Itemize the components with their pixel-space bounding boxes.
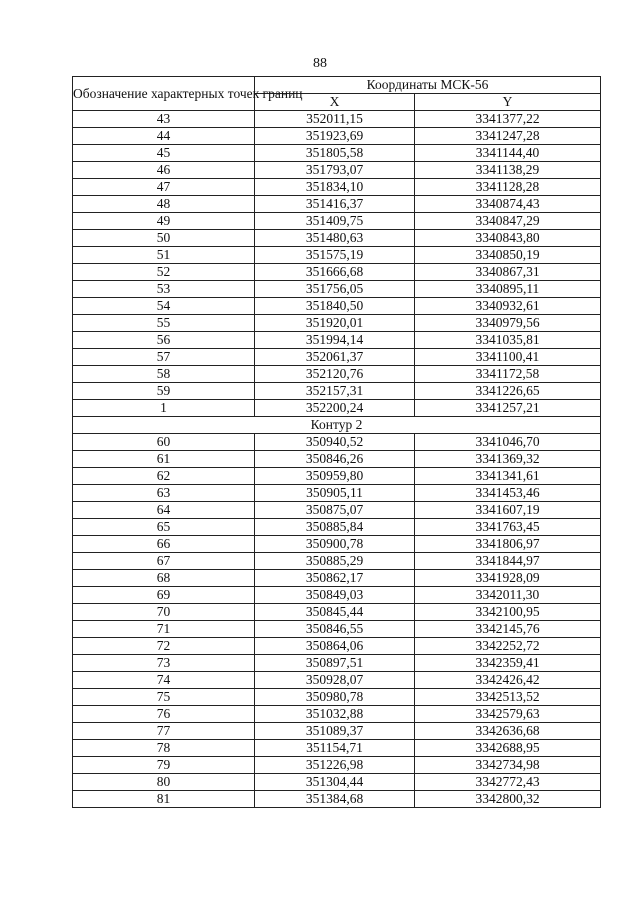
table-row <box>73 621 601 638</box>
x-coordinate-cell: 351920,01 <box>255 315 415 332</box>
y-coordinate-cell: 3340895,11 <box>415 281 601 298</box>
point-number-cell: 66 <box>73 536 255 553</box>
point-number-cell: 49 <box>73 213 255 230</box>
x-coordinate-cell: 350862,17 <box>255 570 415 587</box>
point-number-cell: 65 <box>73 519 255 536</box>
table-row <box>73 281 601 298</box>
point-number-cell: 79 <box>73 757 255 774</box>
table-row <box>73 570 601 587</box>
y-coordinate-cell: 3341763,45 <box>415 519 601 536</box>
contour-label-row <box>73 417 601 434</box>
table-row <box>73 519 601 536</box>
x-coordinate-cell: 350845,44 <box>255 604 415 621</box>
point-number-cell: 70 <box>73 604 255 621</box>
point-number-cell: 78 <box>73 740 255 757</box>
y-coordinate-cell: 3341257,21 <box>415 400 601 417</box>
point-number-cell: 54 <box>73 298 255 315</box>
table-row <box>73 196 601 213</box>
table-row <box>73 264 601 281</box>
table-row <box>73 434 601 451</box>
y-coordinate-cell: 3341247,28 <box>415 128 601 145</box>
x-coordinate-cell: 352011,15 <box>255 111 415 128</box>
point-number-cell: 52 <box>73 264 255 281</box>
x-coordinate-cell: 350980,78 <box>255 689 415 706</box>
y-coordinate-cell: 3341607,19 <box>415 502 601 519</box>
point-number-cell: 50 <box>73 230 255 247</box>
table-row <box>73 672 601 689</box>
point-number-cell: 76 <box>73 706 255 723</box>
table-row <box>73 536 601 553</box>
point-number-cell: 46 <box>73 162 255 179</box>
y-coordinate-cell: 3342011,30 <box>415 587 601 604</box>
point-designation-header: Обозначение характерных точек границ <box>73 77 255 111</box>
x-coordinate-cell: 351154,71 <box>255 740 415 757</box>
point-number-cell: 53 <box>73 281 255 298</box>
y-coordinate-cell: 3341128,28 <box>415 179 601 196</box>
table-row <box>73 145 601 162</box>
table-row <box>73 400 601 417</box>
table-row <box>73 502 601 519</box>
y-coordinate-cell: 3340850,19 <box>415 247 601 264</box>
table-row <box>73 179 601 196</box>
x-coordinate-cell: 352120,76 <box>255 366 415 383</box>
x-coordinate-cell: 351416,37 <box>255 196 415 213</box>
table-row <box>73 383 601 400</box>
table-row <box>73 451 601 468</box>
x-coordinate-cell: 351793,07 <box>255 162 415 179</box>
y-coordinate-cell: 3340843,80 <box>415 230 601 247</box>
table-row <box>73 638 601 655</box>
y-coordinate-cell: 3342100,95 <box>415 604 601 621</box>
y-coordinate-cell: 3340874,43 <box>415 196 601 213</box>
y-coordinate-cell: 3340932,61 <box>415 298 601 315</box>
x-coordinate-cell: 350885,84 <box>255 519 415 536</box>
point-number-cell: 60 <box>73 434 255 451</box>
point-number-cell: 45 <box>73 145 255 162</box>
table-row <box>73 791 601 808</box>
x-coordinate-cell: 350900,78 <box>255 536 415 553</box>
point-number-cell: 73 <box>73 655 255 672</box>
x-coordinate-cell: 351666,68 <box>255 264 415 281</box>
point-number-cell: 81 <box>73 791 255 808</box>
point-number-cell: 67 <box>73 553 255 570</box>
x-coordinate-cell: 351834,10 <box>255 179 415 196</box>
point-number-cell: 62 <box>73 468 255 485</box>
contour-2-section <box>73 417 601 434</box>
y-coordinate-cell: 3341046,70 <box>415 434 601 451</box>
table-row <box>73 604 601 621</box>
x-coordinate-cell: 351575,19 <box>255 247 415 264</box>
y-coordinate-cell: 3342145,76 <box>415 621 601 638</box>
point-number-cell: 48 <box>73 196 255 213</box>
point-number-cell: 58 <box>73 366 255 383</box>
x-coordinate-cell: 350885,29 <box>255 553 415 570</box>
y-coordinate-cell: 3342513,52 <box>415 689 601 706</box>
x-coordinate-cell: 351384,68 <box>255 791 415 808</box>
x-coordinate-cell: 350897,51 <box>255 655 415 672</box>
y-coordinate-cell: 3341144,40 <box>415 145 601 162</box>
table-row <box>73 213 601 230</box>
table-row <box>73 757 601 774</box>
table-row <box>73 230 601 247</box>
table-row <box>73 774 601 791</box>
y-coordinate-cell: 3341035,81 <box>415 332 601 349</box>
page-number: 88 <box>313 56 327 71</box>
y-coordinate-cell: 3341341,61 <box>415 468 601 485</box>
y-coordinate-cell: 3342579,63 <box>415 706 601 723</box>
x-coordinate-cell: 351480,63 <box>255 230 415 247</box>
y-coordinate-cell: 3341928,09 <box>415 570 601 587</box>
y-coordinate-cell: 3340979,56 <box>415 315 601 332</box>
point-number-cell: 55 <box>73 315 255 332</box>
point-number-cell: 59 <box>73 383 255 400</box>
y-coordinate-cell: 3342800,32 <box>415 791 601 808</box>
x-coordinate-cell: 352061,37 <box>255 349 415 366</box>
x-coordinate-cell: 351840,50 <box>255 298 415 315</box>
table-row <box>73 468 601 485</box>
table-row <box>73 315 601 332</box>
x-coordinate-cell: 350846,26 <box>255 451 415 468</box>
x-coordinate-cell: 351032,88 <box>255 706 415 723</box>
x-coordinate-cell: 351923,69 <box>255 128 415 145</box>
point-number-cell: 1 <box>73 400 255 417</box>
x-coordinate-cell: 351409,75 <box>255 213 415 230</box>
x-coordinate-cell: 350905,11 <box>255 485 415 502</box>
point-number-cell: 43 <box>73 111 255 128</box>
point-number-cell: 75 <box>73 689 255 706</box>
table-row <box>73 111 601 128</box>
x-coordinate-cell: 351994,14 <box>255 332 415 349</box>
y-coordinate-cell: 3341226,65 <box>415 383 601 400</box>
table-row <box>73 485 601 502</box>
table-row <box>73 587 601 604</box>
contour-label: Контур 2 <box>73 417 601 434</box>
table-row <box>73 689 601 706</box>
table-row <box>73 349 601 366</box>
x-coordinate-cell: 352200,24 <box>255 400 415 417</box>
y-coordinate-cell: 3342688,95 <box>415 740 601 757</box>
point-number-cell: 68 <box>73 570 255 587</box>
x-coordinate-cell: 351089,37 <box>255 723 415 740</box>
x-coordinate-cell: 351805,58 <box>255 145 415 162</box>
y-coordinate-cell: 3342252,72 <box>415 638 601 655</box>
coordinates-table <box>72 76 601 808</box>
table-row <box>73 655 601 672</box>
point-number-cell: 63 <box>73 485 255 502</box>
x-coordinate-cell: 350928,07 <box>255 672 415 689</box>
y-coordinate-cell: 3340847,29 <box>415 213 601 230</box>
x-coordinate-cell: 350864,06 <box>255 638 415 655</box>
table-row <box>73 162 601 179</box>
table-row <box>73 298 601 315</box>
x-coordinate-cell: 351756,05 <box>255 281 415 298</box>
y-coordinate-cell: 3341172,58 <box>415 366 601 383</box>
y-coordinate-cell: 3342426,42 <box>415 672 601 689</box>
y-coordinate-cell: 3341377,22 <box>415 111 601 128</box>
table-row <box>73 247 601 264</box>
point-number-cell: 64 <box>73 502 255 519</box>
table-row <box>73 366 601 383</box>
y-coordinate-cell: 3342734,98 <box>415 757 601 774</box>
y-coordinate-cell: 3342772,43 <box>415 774 601 791</box>
x-coordinate-cell: 350940,52 <box>255 434 415 451</box>
point-number-cell: 56 <box>73 332 255 349</box>
y-coordinate-cell: 3341453,46 <box>415 485 601 502</box>
point-number-cell: 51 <box>73 247 255 264</box>
point-number-cell: 57 <box>73 349 255 366</box>
x-column-header: X <box>255 94 415 111</box>
table-row <box>73 332 601 349</box>
point-number-cell: 47 <box>73 179 255 196</box>
contour-2-rows <box>73 434 601 808</box>
table-row <box>73 553 601 570</box>
table-row <box>73 706 601 723</box>
contour-1-rows <box>73 111 601 417</box>
point-number-cell: 69 <box>73 587 255 604</box>
x-coordinate-cell: 350846,55 <box>255 621 415 638</box>
x-coordinate-cell: 351226,98 <box>255 757 415 774</box>
x-coordinate-cell: 350959,80 <box>255 468 415 485</box>
y-coordinate-cell: 3341844,97 <box>415 553 601 570</box>
point-number-cell: 74 <box>73 672 255 689</box>
point-number-cell: 80 <box>73 774 255 791</box>
point-number-cell: 72 <box>73 638 255 655</box>
y-coordinate-cell: 3342636,68 <box>415 723 601 740</box>
point-number-cell: 71 <box>73 621 255 638</box>
point-number-cell: 61 <box>73 451 255 468</box>
table-row <box>73 723 601 740</box>
y-coordinate-cell: 3341806,97 <box>415 536 601 553</box>
y-coordinate-cell: 3342359,41 <box>415 655 601 672</box>
x-coordinate-cell: 352157,31 <box>255 383 415 400</box>
point-number-cell: 77 <box>73 723 255 740</box>
y-coordinate-cell: 3341369,32 <box>415 451 601 468</box>
coordinates-system-header: Координаты МСК-56 <box>255 77 601 94</box>
y-column-header: Y <box>415 94 601 111</box>
y-coordinate-cell: 3340867,31 <box>415 264 601 281</box>
table-row <box>73 740 601 757</box>
y-coordinate-cell: 3341138,29 <box>415 162 601 179</box>
x-coordinate-cell: 350849,03 <box>255 587 415 604</box>
x-coordinate-cell: 351304,44 <box>255 774 415 791</box>
y-coordinate-cell: 3341100,41 <box>415 349 601 366</box>
point-number-cell: 44 <box>73 128 255 145</box>
x-coordinate-cell: 350875,07 <box>255 502 415 519</box>
table-row <box>73 128 601 145</box>
